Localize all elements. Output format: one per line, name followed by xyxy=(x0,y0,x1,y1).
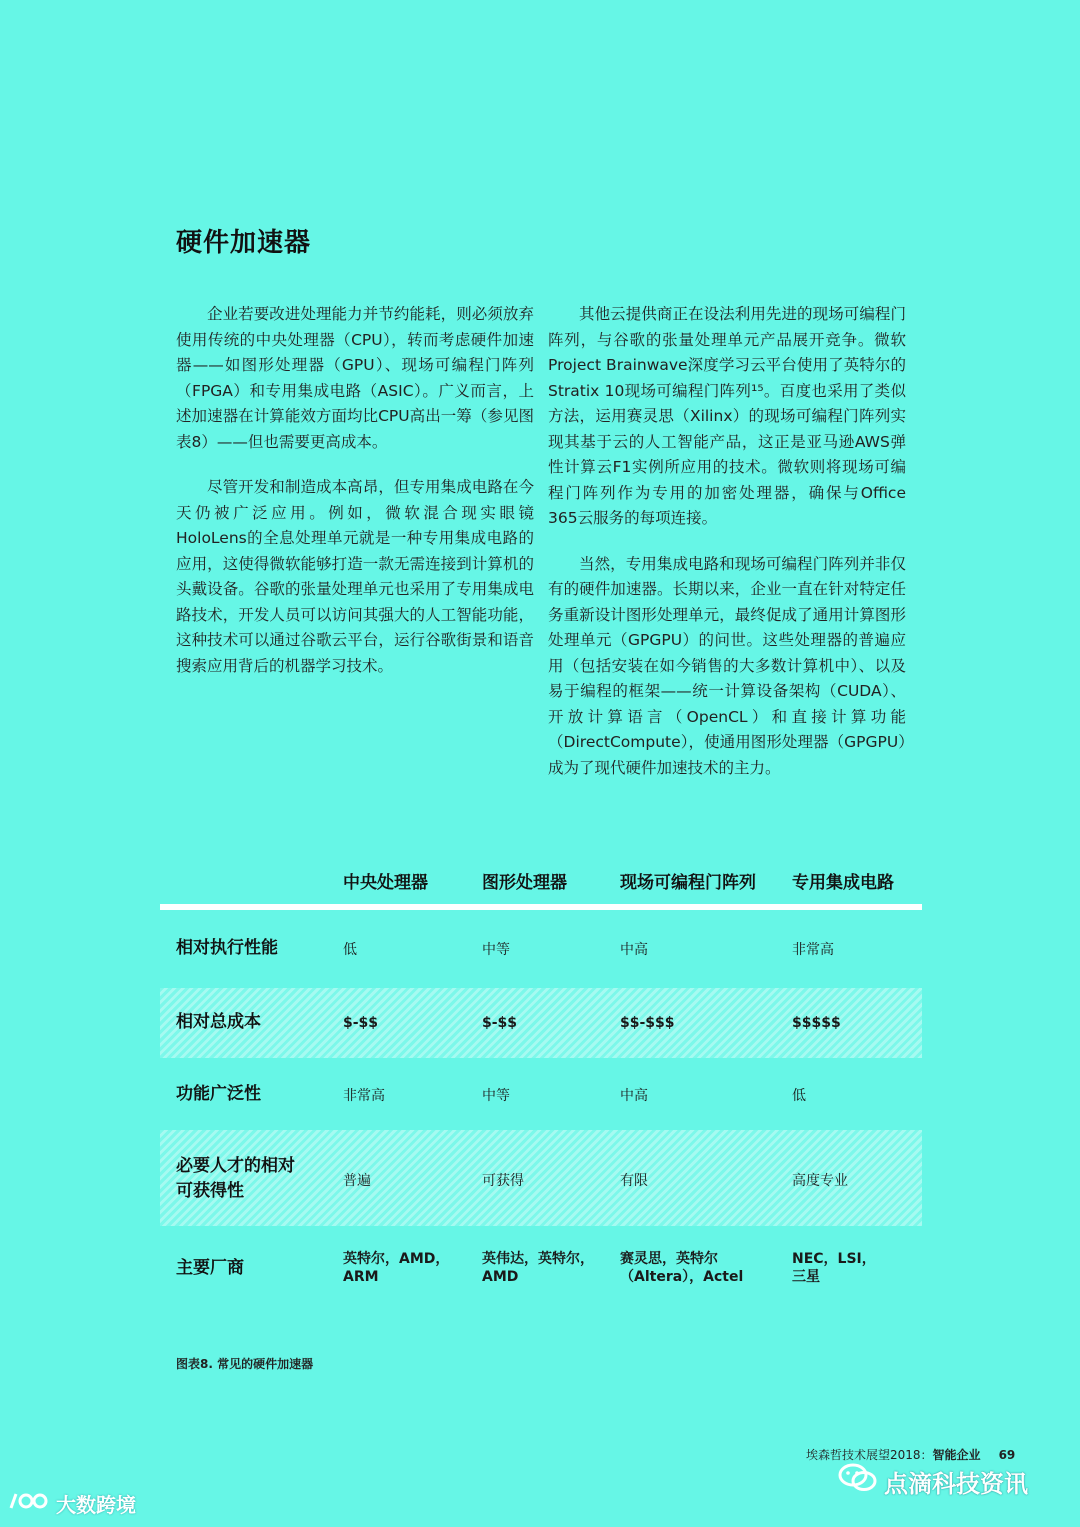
table-cell xyxy=(792,1250,876,1286)
table-row xyxy=(160,1058,922,1130)
table-cell xyxy=(343,1250,449,1286)
figure-caption: 图表8. 常见的硬件加速器 xyxy=(176,1357,314,1371)
cell-line: AMD xyxy=(482,1269,519,1285)
table-cell: $$$$$ xyxy=(792,1015,841,1031)
header-gpu: 图形处理器 xyxy=(482,873,567,893)
table-cell xyxy=(482,1250,594,1286)
row-label: 功能广泛性 xyxy=(176,1084,261,1104)
body-right-column xyxy=(548,302,906,801)
page-number: 69 xyxy=(998,1448,1016,1462)
header-cpu: 中央处理器 xyxy=(343,873,428,893)
table-cell: 中等 xyxy=(482,1088,510,1104)
row-label: 相对总成本 xyxy=(176,1012,261,1032)
cell-line: 三星 xyxy=(792,1269,820,1285)
cell-line: NEC，LSI， xyxy=(792,1251,876,1267)
paragraph: 尽管开发和制造成本高昂，但专用集成电路在今天仍被广泛应用。例如，微软混合现实眼镜HoloLens的全息处理单元就是一种专用集成电路的应用，这使得微软能够打造一款无需连接到计算机的头戴设备。谷歌的张量处理单元也采用了专用集成电路技术，开发人员可以访问其强大的人工智能功能，这种技术可以通过谷歌云平台，运行谷歌街景和语音搜索应用背后的机器学习技术。 xyxy=(176,478,534,675)
table-row xyxy=(160,1130,922,1226)
table-cell xyxy=(620,1250,743,1286)
table-cell: 中高 xyxy=(620,942,648,958)
row-label: 主要厂商 xyxy=(176,1258,244,1278)
table-cell: 普遍 xyxy=(343,1173,371,1189)
paragraph: 其他云提供商正在设法利用先进的现场可编程门阵列，与谷歌的张量处理单元产品展开竞争。微软Project Brainwave深度学习云平台使用了英特尔的Stratix 10现场可编程门阵列¹⁵。百度也采用了类似方法，运用赛灵思（Xilinx）的现场可编程门阵列实现其基于云的人工智能产品，这正是亚马逊AWS弹性计算云F1实例所应用的技术。微软则将现场可编程门阵列作为专用的加密处理器，确保与Office 365云服务的每项连接。 xyxy=(548,305,906,527)
header-fpga: 现场可编程门阵列 xyxy=(620,873,756,893)
paragraph: 当然，专用集成电路和现场可编程门阵列并非仅有的硬件加速器。长期以来，企业一直在针对特定任务重新设计图形处理单元，最终促成了通用计算图形处理单元（GPGPU）的问世。这些处理器的普遍应用（包括安装在如今销售的大多数计算机中）、以及易于编程的框架——统一计算设备架构（CUDA）、开放计算语言（OpenCL）和直接计算功能（DirectCompute），使通用图形处理器（GPGPU）成为了现代硬件加速技术的主力。 xyxy=(548,554,906,777)
wechat-icon xyxy=(838,1462,878,1500)
table-cell: 高度专业 xyxy=(792,1173,848,1189)
table-cell: 中等 xyxy=(482,942,510,958)
table-cell: $-$$ xyxy=(343,1015,379,1031)
row-label-line: 可获得性 xyxy=(176,1181,244,1201)
cell-line: （Altera），Actel xyxy=(620,1269,744,1285)
table-row xyxy=(160,910,922,988)
table-cell: $-$$ xyxy=(482,1015,518,1031)
cell-line: 英特尔，AMD， xyxy=(343,1251,450,1267)
table-cell: 中高 xyxy=(620,1088,648,1104)
watermark-text: 大数跨境 xyxy=(56,1493,136,1517)
paragraph: 企业若要改进处理能力并节约能耗，则必须放弃使用传统的中央处理器（CPU），转而考虑硬件加速器——如图形处理器（GPU）、现场可编程门阵列（FPGA）和专用集成电路（ASIC）。广义而言，上述加速器在计算能效方面均比CPU高出一筹（参见图表8）——但也需要更高成本。 xyxy=(176,305,534,451)
table-cell: 低 xyxy=(343,942,357,958)
row-label: 相对执行性能 xyxy=(176,938,278,958)
table-row xyxy=(160,988,922,1058)
watermark-left xyxy=(8,1488,136,1519)
section-title: 硬件加速器 xyxy=(176,228,312,258)
page-footer xyxy=(806,1446,1015,1463)
table-cell: 非常高 xyxy=(343,1088,385,1104)
cell-line: 赛灵思，英特尔 xyxy=(620,1251,718,1267)
logo-icon xyxy=(8,1488,50,1519)
cell-line: 英伟达，英特尔， xyxy=(482,1251,594,1267)
row-label-line: 必要人才的相对 xyxy=(176,1156,295,1176)
publication-brand: 智能企业 xyxy=(932,1448,981,1462)
cell-line: ARM xyxy=(343,1269,379,1285)
watermark-text: 点滴科技资讯 xyxy=(884,1469,1028,1498)
table-header xyxy=(160,856,922,910)
watermark-right xyxy=(838,1462,1028,1500)
header-asic: 专用集成电路 xyxy=(792,873,894,893)
table-cell: $$-$$$ xyxy=(620,1015,675,1031)
row-label xyxy=(176,1154,295,1204)
table-cell: 可获得 xyxy=(482,1173,524,1189)
body-left-column xyxy=(176,302,534,699)
publication-title: 埃森哲技术展望2018： xyxy=(806,1448,933,1462)
table-cell: 有限 xyxy=(620,1173,648,1189)
table-row xyxy=(160,1226,922,1316)
table-cell: 低 xyxy=(792,1088,806,1104)
accelerator-comparison-table xyxy=(160,856,922,1316)
table-cell: 非常高 xyxy=(792,942,834,958)
